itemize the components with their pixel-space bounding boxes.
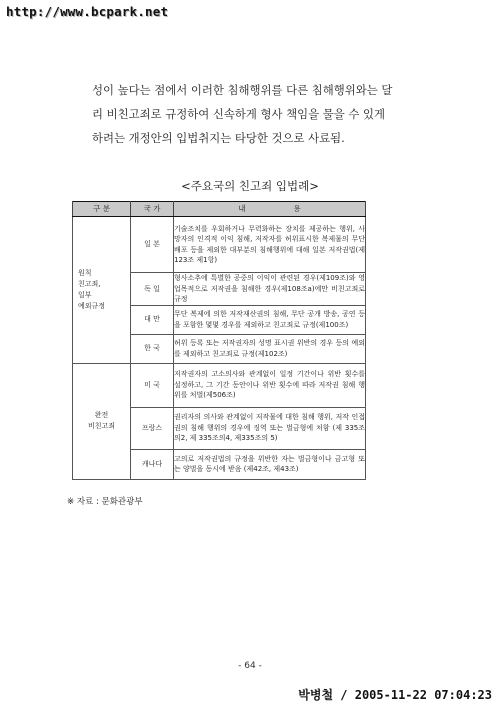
paragraph-line: 리 비친고죄로 규정하여 신속하게 형사 책임을 물을 수 있게 (92, 107, 386, 121)
group-type-cell: 완전 비친고죄 (73, 363, 131, 479)
header-country: 국 가 (131, 202, 174, 217)
body-paragraph (92, 78, 437, 150)
table-row (73, 363, 366, 407)
country-cell: 일 본 (131, 217, 174, 273)
content-cell: 형사소추에 특별한 공중의 이익이 관련된 경우(제109조)와 영업목적으로 저작권을 침해한 경우(제108조a)에만 비친고죄로 규정 (174, 274, 365, 303)
group-type-cell: 원칙 친고죄, 일부 예외규정 (73, 217, 131, 364)
content-cell: 기술조치를 우회하거나 무력화하는 장치를 제공하는 행위, 사망자의 인격적 이익 침해, 저작자를 허위표시한 복제물의 무단배포 등을 제외한 대부분의 침해행위에 대해 일본 저작권법(제123조 제1항) (174, 217, 366, 273)
content-cell: 저작권자의 고소의사와 관계없이 일정 기간이나 위반 횟수를 설정하고, 그 기간 동안이나 위반 횟수에 따라 저작권 침해 행위를 처벌(제506조) (174, 363, 366, 407)
law-comparison-table (72, 201, 366, 480)
watermark-url: http://www.bcpark.net (6, 4, 169, 19)
paragraph-line: 성이 높다는 점에서 이러한 침해행위를 다른 침해행위와는 달 (92, 83, 393, 97)
content-cell: 고의로 저작권법의 규정을 위반한 자는 벌금형이나 금고형 또는 양벌을 동시에 받음 (제42조, 제43조) (174, 449, 366, 479)
table-title: <주요국의 친고죄 입법례> (181, 179, 319, 193)
source-note: ※ 자료 : 문화관광부 (67, 497, 143, 507)
author-timestamp: 박병철 / 2005-11-22 07:04:23 (298, 688, 492, 702)
header-content: 내 용 (174, 202, 366, 217)
content-cell: 권리자의 의사와 관계없이 저작물에 대한 침해 행위, 저작 인접권의 침해 행위의 경우에 징역 또는 벌금형에 처함 (제 335조의2, 제 335조의4, 제335조의 5) (174, 407, 366, 449)
country-cell: 캐나다 (131, 449, 174, 479)
country-cell: 프랑스 (131, 407, 174, 449)
page-number: - 64 - (238, 661, 262, 671)
table-row (73, 217, 366, 273)
header-type: 구 분 (73, 202, 131, 217)
content-cell: 허위 등록 또는 저작권자의 성명 표시권 위반의 경우 등의 예외를 제외하고 친고죄로 규정(제102조) (174, 334, 366, 363)
table-header-row (73, 202, 366, 217)
paragraph-line: 하려는 개정안의 입법취지는 타당한 것으로 사료됨. (92, 131, 345, 145)
content-cell: 무단 복제에 의한 저작재산권의 침해, 무단 공개 방송, 공연 등을 포함한 몇몇 경우를 제외하고 친고죄로 규정(제100조) (174, 305, 366, 334)
country-cell: 미 국 (131, 363, 174, 407)
country-cell: 독 일 (131, 273, 174, 306)
country-cell: 대 만 (131, 305, 174, 334)
country-cell: 한 국 (131, 334, 174, 363)
